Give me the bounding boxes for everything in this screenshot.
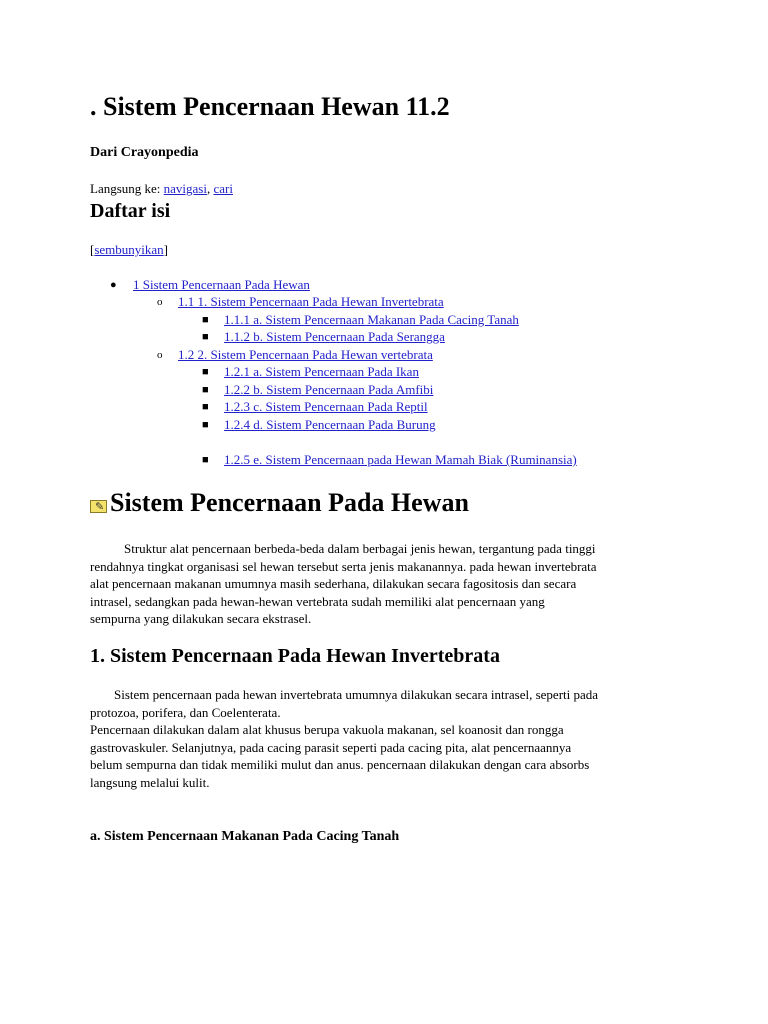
bullet-circle-icon: o [157,296,163,308]
toc-title: Daftar isi [90,200,171,222]
invertebrata-paragraph [90,686,690,791]
cacing-heading: a. Sistem Pencernaan Makanan Pada Cacing Tanah [90,829,400,844]
toc-item[interactable]: 1.2.4 d. Sistem Pencernaan Pada Burung [224,417,436,432]
paragraph-line: intrasel, sedangkan pada hewan-hewan vertebrata sudah memiliki alat pencernaan yang [90,593,545,609]
jump-links [90,181,233,197]
edit-icon[interactable]: ✎ [90,500,107,513]
page-title: . Sistem Pencernaan Hewan 11.2 [90,92,450,121]
toc-hide-link[interactable]: sembunyikan [94,242,164,257]
section-heading: Sistem Pencernaan Pada Hewan [110,488,469,517]
toc-item[interactable]: 1 Sistem Pencernaan Pada Hewan [133,277,310,292]
toc-hide-open-bracket: [ [90,242,95,257]
search-link[interactable]: cari [213,181,233,196]
bullet-square-icon: ■ [202,331,209,343]
toc-item[interactable]: 1.2.1 a. Sistem Pencernaan Pada Ikan [224,364,419,379]
paragraph-line: rendahnya tingkat organisasi sel hewan tersebut serta jenis makanannya. pada hewan invertebrata [90,558,597,574]
toc-item[interactable]: 1.2.3 c. Sistem Pencernaan Pada Reptil [224,399,428,414]
invertebrata-heading: 1. Sistem Pencernaan Pada Hewan Invertebrata [90,645,500,667]
jump-prefix: Langsung ke: [90,181,164,196]
paragraph-line: Struktur alat pencernaan berbeda-beda dalam berbagai jenis hewan, tergantung pada tinggi [124,541,596,556]
paragraph-line: Sistem pencernaan pada hewan invertebrata umumnya dilakukan secara intrasel, seperti pada [114,687,599,702]
paragraph-line: alat pencernaan makanan umumnya masih sederhana, dilakukan secara fagositosis dan secara [90,576,577,591]
paragraph-line: langsung melalui kulit. [90,774,210,790]
toc-item[interactable]: 1.1.1 a. Sistem Pencernaan Makanan Pada Cacing Tanah [224,312,519,327]
paragraph-line: Pencernaan dilakukan dalam alat khusus berupa vakuola makanan, sel koanosit dan rongga [90,722,564,737]
paragraph-line: gastrovaskuler. Selanjutnya, pada cacing parasit seperti pada cacing pita, alat pencernaannya [90,739,572,755]
page-subtitle: Dari Crayonpedia [90,145,199,160]
bullet-circle-icon: o [157,349,163,361]
paragraph-line: sempurna yang dilakukan secara ekstrasel. [90,611,312,626]
bullet-square-icon: ■ [202,401,209,413]
paragraph-line: protozoa, porifera, dan Coelenterata. [90,704,281,720]
toc-hide-toggle [90,242,168,258]
bullet-square-icon: ■ [202,366,209,378]
toc-item[interactable]: 1.2 2. Sistem Pencernaan Pada Hewan vertebrata [178,347,433,362]
navigation-link[interactable]: navigasi [163,181,207,196]
bullet-square-icon: ■ [202,384,209,396]
bullet-disc-icon: ● [110,279,117,291]
bullet-square-icon: ■ [202,454,209,466]
paragraph-line: belum sempurna dan tidak memiliki mulut dan anus. pencernaan dilakukan dengan cara absorbs [90,757,590,772]
toc-item[interactable]: 1.2.5 e. Sistem Pencernaan pada Hewan Mamah Biak (Ruminansia) [224,452,577,467]
toc-item[interactable]: 1.1.2 b. Sistem Pencernaan Pada Serangga [224,329,445,344]
toc-item[interactable]: 1.2.2 b. Sistem Pencernaan Pada Amfibi [224,382,434,397]
bullet-square-icon: ■ [202,314,209,326]
intro-paragraph [90,540,690,628]
bullet-square-icon: ■ [202,419,209,431]
toc-hide-close-bracket: ] [163,242,169,257]
jump-separator: , [206,181,214,196]
toc-item[interactable]: 1.1 1. Sistem Pencernaan Pada Hewan Invertebrata [178,294,444,309]
